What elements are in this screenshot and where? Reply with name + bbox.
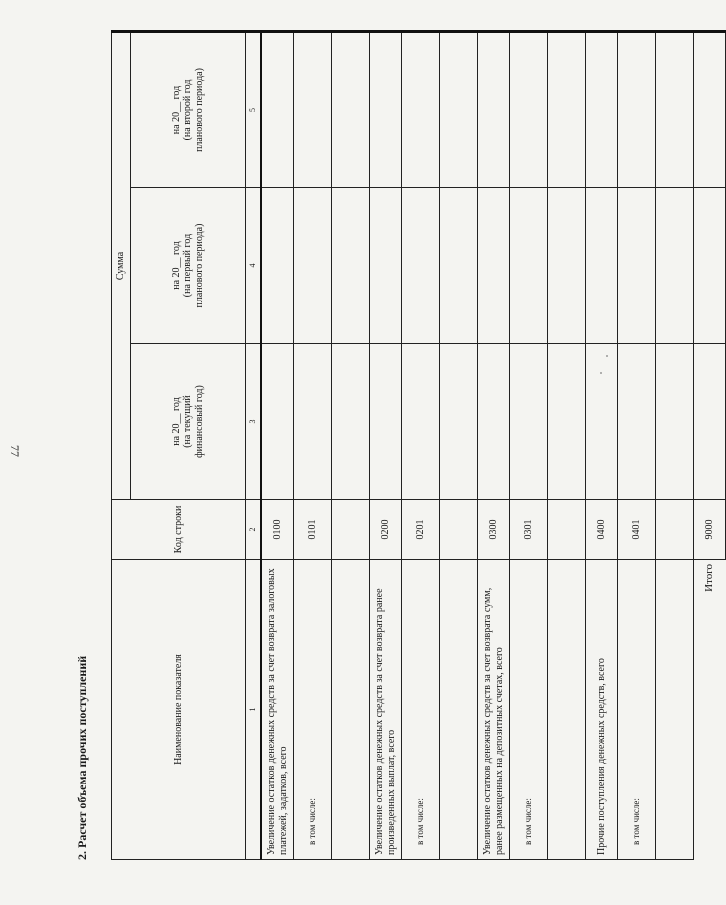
- row-name: в том числе:: [618, 560, 656, 860]
- row-name: Увеличение остатков денежных средств за счет возврата ранее произведенных выплат, всего: [370, 560, 402, 860]
- row-code: 0201: [402, 500, 440, 560]
- value-cell[interactable]: [510, 31, 548, 187]
- total-cell[interactable]: [694, 188, 726, 344]
- table-row: [402, 31, 440, 859]
- row-code: 0300: [478, 500, 510, 560]
- header-name: Наименование показателя: [112, 560, 246, 860]
- value-cell[interactable]: [261, 31, 294, 187]
- row-code: [656, 500, 694, 560]
- income-calculation-table: [111, 30, 726, 860]
- row-code: 0100: [261, 500, 294, 560]
- value-cell[interactable]: [656, 188, 694, 344]
- row-code: 0401: [618, 500, 656, 560]
- total-cell[interactable]: [694, 344, 726, 500]
- value-cell[interactable]: [548, 31, 586, 187]
- total-label: Итого: [703, 564, 716, 592]
- value-cell[interactable]: [261, 344, 294, 500]
- value-cell[interactable]: [586, 31, 618, 187]
- value-cell[interactable]: [402, 31, 440, 187]
- column-numbers-row: [246, 31, 262, 859]
- row-name: Увеличение остатков денежных средств за счет возврата залоговых платежей, задатков, всего: [261, 560, 294, 860]
- value-cell[interactable]: [656, 31, 694, 187]
- page-number: 77: [8, 445, 22, 457]
- row-name: [656, 560, 694, 860]
- table-row: [440, 31, 478, 859]
- value-cell[interactable]: [332, 188, 370, 344]
- rotated-form: [75, 30, 716, 860]
- value-cell[interactable]: [370, 31, 402, 187]
- value-cell[interactable]: [586, 344, 618, 500]
- value-cell[interactable]: [440, 31, 478, 187]
- value-cell[interactable]: [294, 344, 332, 500]
- value-cell[interactable]: [440, 188, 478, 344]
- table-row: [510, 31, 548, 859]
- col-number: 4: [246, 188, 262, 344]
- value-cell[interactable]: [294, 31, 332, 187]
- table-row: [548, 31, 586, 859]
- header-col4: на 20__ год (на первый год планового периода): [131, 188, 246, 344]
- total-cell[interactable]: [694, 31, 726, 187]
- value-cell[interactable]: [402, 344, 440, 500]
- table-row: [586, 31, 618, 859]
- table-row: [618, 31, 656, 859]
- row-name: в том числе:: [402, 560, 440, 860]
- table-row: [656, 31, 694, 859]
- table-row: [294, 31, 332, 859]
- value-cell[interactable]: [618, 344, 656, 500]
- header-code: Код строки: [112, 500, 246, 560]
- value-cell[interactable]: [656, 344, 694, 500]
- total-code: 9000: [694, 500, 726, 560]
- value-cell[interactable]: [294, 188, 332, 344]
- row-name: в том числе:: [294, 560, 332, 860]
- value-cell[interactable]: [618, 188, 656, 344]
- total-row: [694, 31, 726, 859]
- header-sum: Сумма: [112, 31, 131, 499]
- scan-speck: [600, 372, 602, 374]
- row-name: [548, 560, 586, 860]
- row-code: [548, 500, 586, 560]
- value-cell[interactable]: [332, 31, 370, 187]
- table-row: [332, 31, 370, 859]
- value-cell[interactable]: [510, 188, 548, 344]
- row-name: Прочие поступления денежных средств, всего: [586, 560, 618, 860]
- value-cell[interactable]: [332, 344, 370, 500]
- value-cell[interactable]: [548, 188, 586, 344]
- value-cell[interactable]: [478, 344, 510, 500]
- table-row: [478, 31, 510, 859]
- col-number: 3: [246, 344, 262, 500]
- value-cell[interactable]: [402, 188, 440, 344]
- col-number: 5: [246, 31, 262, 187]
- header-col5: на 20__ год (на второй год планового периода): [131, 31, 246, 187]
- value-cell[interactable]: [370, 188, 402, 344]
- value-cell[interactable]: [618, 31, 656, 187]
- row-code: [332, 500, 370, 560]
- table-row: [261, 31, 294, 859]
- row-name: в том числе:: [510, 560, 548, 860]
- value-cell[interactable]: [510, 344, 548, 500]
- row-name: [332, 560, 370, 860]
- row-code: 0400: [586, 500, 618, 560]
- value-cell[interactable]: [478, 31, 510, 187]
- row-code: [440, 500, 478, 560]
- value-cell[interactable]: [586, 188, 618, 344]
- value-cell[interactable]: [261, 188, 294, 344]
- header-col3: на 20__ год (на текущий финансовый год): [131, 344, 246, 500]
- row-code: 0101: [294, 500, 332, 560]
- value-cell[interactable]: [548, 344, 586, 500]
- scan-speck: [606, 355, 608, 357]
- row-code: 0200: [370, 500, 402, 560]
- col-number: 2: [246, 500, 262, 560]
- table-row: [370, 31, 402, 859]
- value-cell[interactable]: [370, 344, 402, 500]
- row-name: [440, 560, 478, 860]
- row-code: 0301: [510, 500, 548, 560]
- value-cell[interactable]: [440, 344, 478, 500]
- section-title: 2. Расчет объема прочих поступлений: [75, 655, 89, 860]
- value-cell[interactable]: [478, 188, 510, 344]
- col-number: 1: [246, 560, 262, 860]
- row-name: Увеличение остатков денежных средств за счет возврата сумм, ранее размещенных на депозитных счетах, всего: [478, 560, 510, 860]
